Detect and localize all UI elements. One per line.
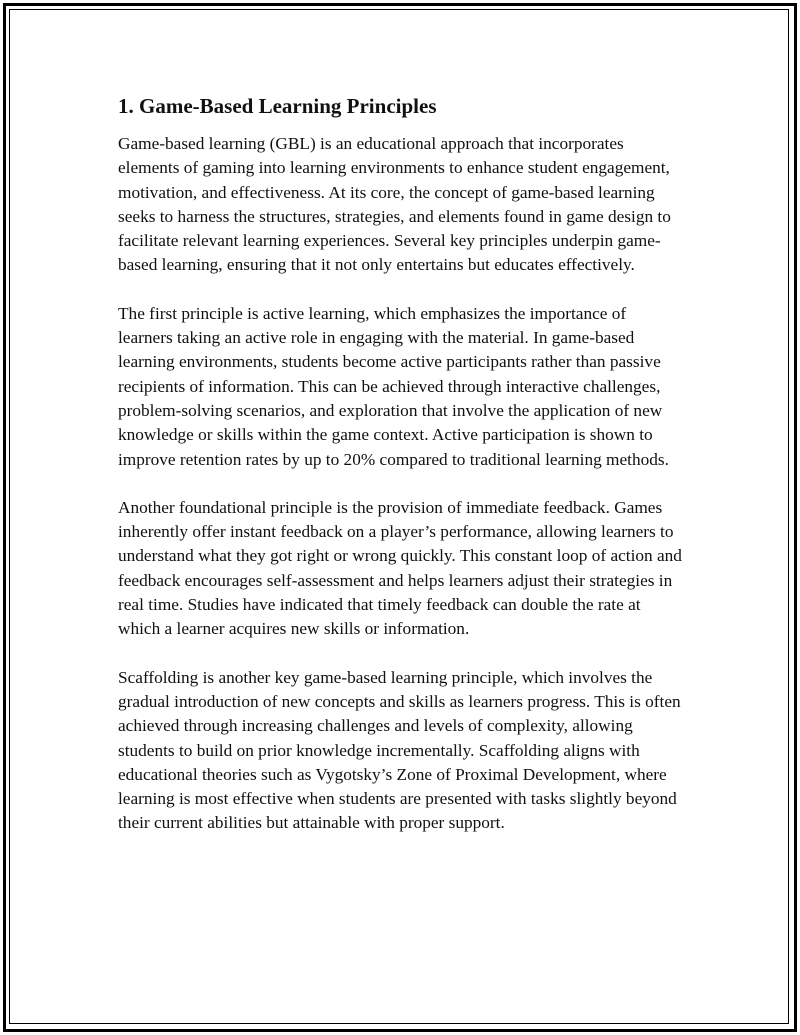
section-heading: 1. Game-Based Learning Principles [118,94,437,118]
paragraph-scaffolding: Scaffolding is another key game-based learning principle, which involves the gradual introduction of new concepts and skills as learners progress. This is often achieved through increasing challenges and levels of complexity, allowing students to build on prior knowledge incrementally. Scaffolding aligns with educational theories such as Vygotsky’s Zone of Proximal Development, where learning is most effective when students are presented with tasks slightly beyond their current abilities but attainable with proper support. [118,667,681,833]
paragraph-active-learning: The first principle is active learning, which emphasizes the importance of learners taking an active role in engaging with the material. In game-based learning environments, students become active participants rather than passive recipients of information. This can be achieved through interactive challenges, problem-solving scenarios, and exploration that involve the application of new knowledge or skills within the game context. Active participation is shown to improve retention rates by up to 20% compared to traditional learning methods. [118,303,669,469]
paragraph-intro: Game-based learning (GBL) is an educational approach that incorporates elements of gaming into learning environments to enhance student engagement, motivation, and effectiveness. At its core, the concept of game-based learning seeks to harness the structures, strategies, and elements found in game design to facilitate relevant learning experiences. Several key principles underpin game-based learning, ensuring that it not only entertains but educates effectively. [118,134,671,275]
paragraph-immediate-feedback: Another foundational principle is the provision of immediate feedback. Games inherently offer instant feedback on a player’s performance, allowing learners to understand what they got right or wrong quickly. This constant loop of action and feedback encourages self-assessment and helps learners adjust their strategies in real time. Studies have indicated that timely feedback can double the rate at which a learner acquires new skills or information. [118,497,682,639]
document-body [118,92,684,860]
